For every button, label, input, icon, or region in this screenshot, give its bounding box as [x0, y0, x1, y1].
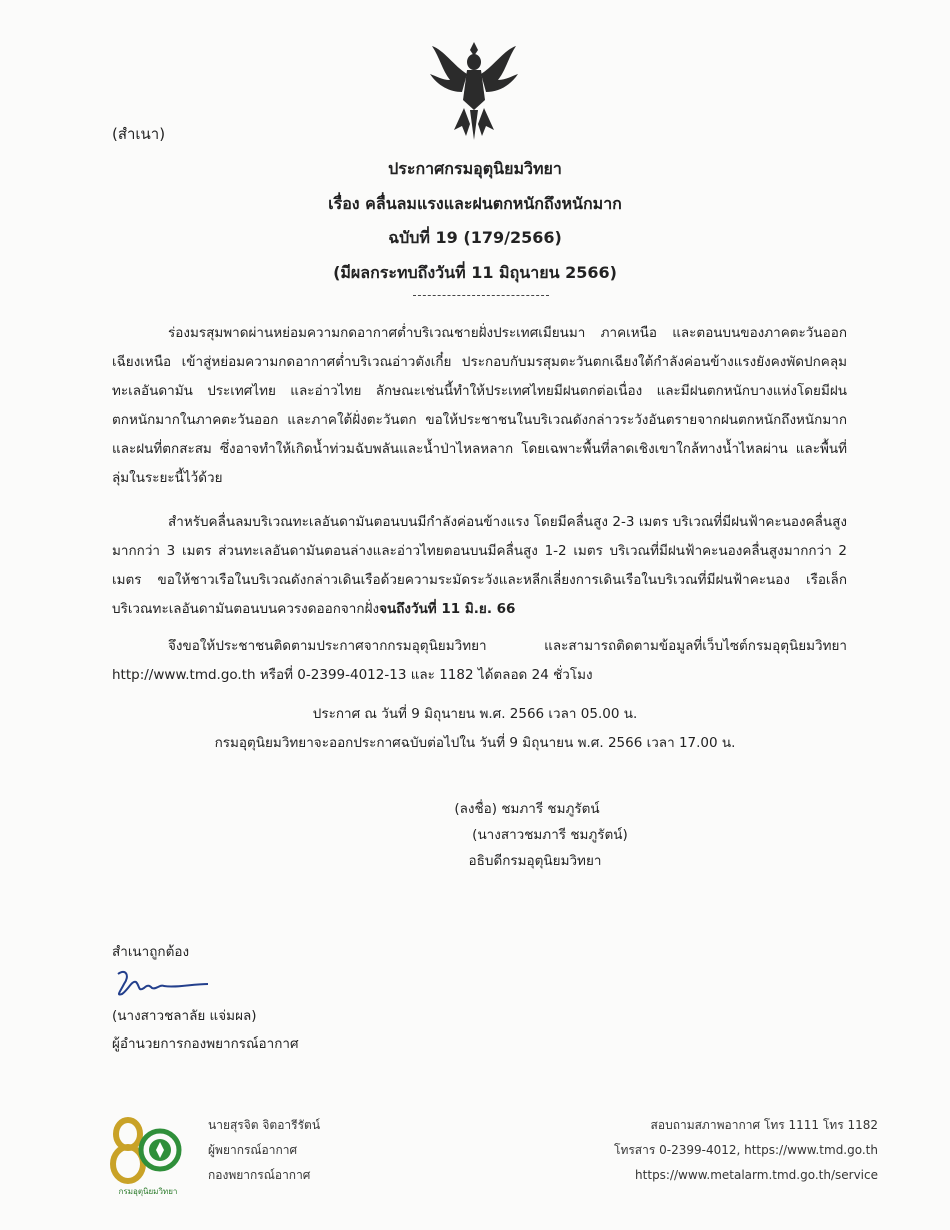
announce-block	[0, 700, 950, 758]
handwritten-signature-icon	[112, 966, 212, 1002]
footer-left-line: ผู้พยากรณ์อากาศ	[208, 1143, 298, 1157]
footer-right-line: สอบถามสภาพอากาศ โทร 1111 โทร 1182	[650, 1118, 878, 1132]
footer-right-line: โทรสาร 0-2399-4012, https://www.tmd.go.th	[614, 1143, 878, 1157]
paragraph-weather-text: ร่องมรสุมพาดผ่านหย่อมความกดอากาศต่ำบริเวณชายฝั่งประเทศเมียนมา ภาคเหนือ และตอนบนของภาคตะวันออกเฉียงเหนือ เข้าสู่หย่อมความกดอากาศต่ำบริเวณอ่าวตังเกี๋ย ประกอบกับมรสุมตะวันตกเฉียงใต้กำลังค่อนข้างแรงยังคงพัดปกคลุมทะเลอันดามัน ประเทศไทย และอ่าวไทย ลักษณะเช่นนี้ทำให้ประเทศไทยมีฝนตกต่อเนื่อง และมีฝนตกหนักบางแห่งโดยมีฝนตกหนักมากในภาคตะวันออก และภาคใต้ฝั่งตะวันตก ขอให้ประชาชนในบริเวณดังกล่าวระวังอันตรายจากฝนตกหนักถึงหนักมากและฝนที่ตกสะสม ซึ่งอาจทำให้เกิดน้ำท่วมฉับพลันและน้ำป่าไหลหลาก โดยเฉพาะพื้นที่ลาดเชิงเขาใกล้ทางน้ำไหลผ่าน และพื้นที่ลุ่มในระยะนี้ไว้ด้วย	[112, 325, 847, 486]
paragraph-contact	[112, 632, 847, 690]
certifier-position: ผู้อำนวยการกองพยากรณ์อากาศ	[112, 1036, 299, 1052]
next-issue-date: กรมอุตุนิยมวิทยาจะออกประกาศฉบับต่อไปใน วันที่ 9 มิถุนายน พ.ศ. 2566 เวลา 17.00 น.	[214, 735, 736, 751]
heading-divider	[413, 295, 549, 296]
garuda-emblem-icon	[426, 36, 522, 148]
copy-label: (สำเนา)	[112, 125, 166, 143]
paragraph-contact-text: จึงขอให้ประชาชนติดตามประกาศจากกรมอุตุนิยมวิทยา และสามารถติดตามข้อมูลที่เว็บไซต์กรมอุตุนิยมวิทยา http://www.tmd.go.th หรือที่ 0-2399-4012-13 และ 1182 ได้ตลอด 24 ชั่วโมง	[112, 638, 847, 683]
certifier-block	[112, 1002, 299, 1058]
signer-name: (นางสาวชมภารี ชมภูรัตน์)	[472, 827, 628, 843]
announcement-heading	[0, 152, 950, 290]
signature-block	[0, 796, 950, 874]
paragraph-weather	[112, 319, 847, 493]
certifier-name: (นางสาวชลาลัย แจ่มผล)	[112, 1008, 257, 1024]
footer-right-line: https://www.metalarm.tmd.go.th/service	[635, 1168, 878, 1182]
logo-caption: กรมอุตุนิยมวิทยา	[118, 1187, 178, 1196]
announcement-title: ประกาศกรมอุตุนิยมวิทยา	[388, 159, 562, 178]
signer-position: อธิบดีกรมอุตุนิยมวิทยา	[468, 853, 602, 869]
announcement-subject: เรื่อง คลื่นลมแรงและฝนตกหนักถึงหนักมาก	[328, 193, 622, 213]
tmd-80-anniversary-logo-icon	[108, 1112, 184, 1188]
signed-line: (ลงชื่อ) ชมภารี ชมภูรัตน์	[454, 801, 600, 817]
footer-forecaster	[208, 1113, 320, 1188]
footer-left-line: นายสุรจิต จิตอารีรัตน์	[208, 1118, 321, 1132]
paragraph-waves-deadline: จนถึงวันที่ 11 มิ.ย. 66	[379, 601, 516, 617]
paragraph-waves	[112, 508, 847, 624]
paragraph-waves-text: สำหรับคลื่นลมบริเวณทะเลอันดามันตอนบนมีกำลังค่อนข้างแรง โดยมีคลื่นสูง 2-3 เมตร บริเวณที่มีฝนฟ้าคะนองคลื่นสูงมากกว่า 3 เมตร ส่วนทะเลอันดามันตอนล่างและอ่าวไทยตอนบนมีคลื่นสูง 1-2 เมตร บริเวณที่มีฝนฟ้าคะนองคลื่นสูงมากกว่า 2 เมตร ขอให้ชาวเรือในบริเวณดังกล่าวเดินเรือด้วยความระมัดระวังและหลีกเลี่ยงการเดินเรือในบริเวณที่มีฝนฟ้าคะนอง เรือเล็กบริเวณทะเลอันดามันตอนบนควรงดออกจากฝั่ง	[112, 514, 847, 617]
announced-date: ประกาศ ณ วันที่ 9 มิถุนายน พ.ศ. 2566 เวลา 05.00 น.	[312, 706, 638, 722]
announcement-effective: (มีผลกระทบถึงวันที่ 11 มิถุนายน 2566)	[333, 262, 617, 282]
footer-contact	[614, 1113, 878, 1188]
announcement-issue: ฉบับที่ 19 (179/2566)	[388, 228, 562, 247]
footer-left-line: กองพยากรณ์อากาศ	[208, 1168, 311, 1182]
certified-label: สำเนาถูกต้อง	[112, 944, 190, 960]
